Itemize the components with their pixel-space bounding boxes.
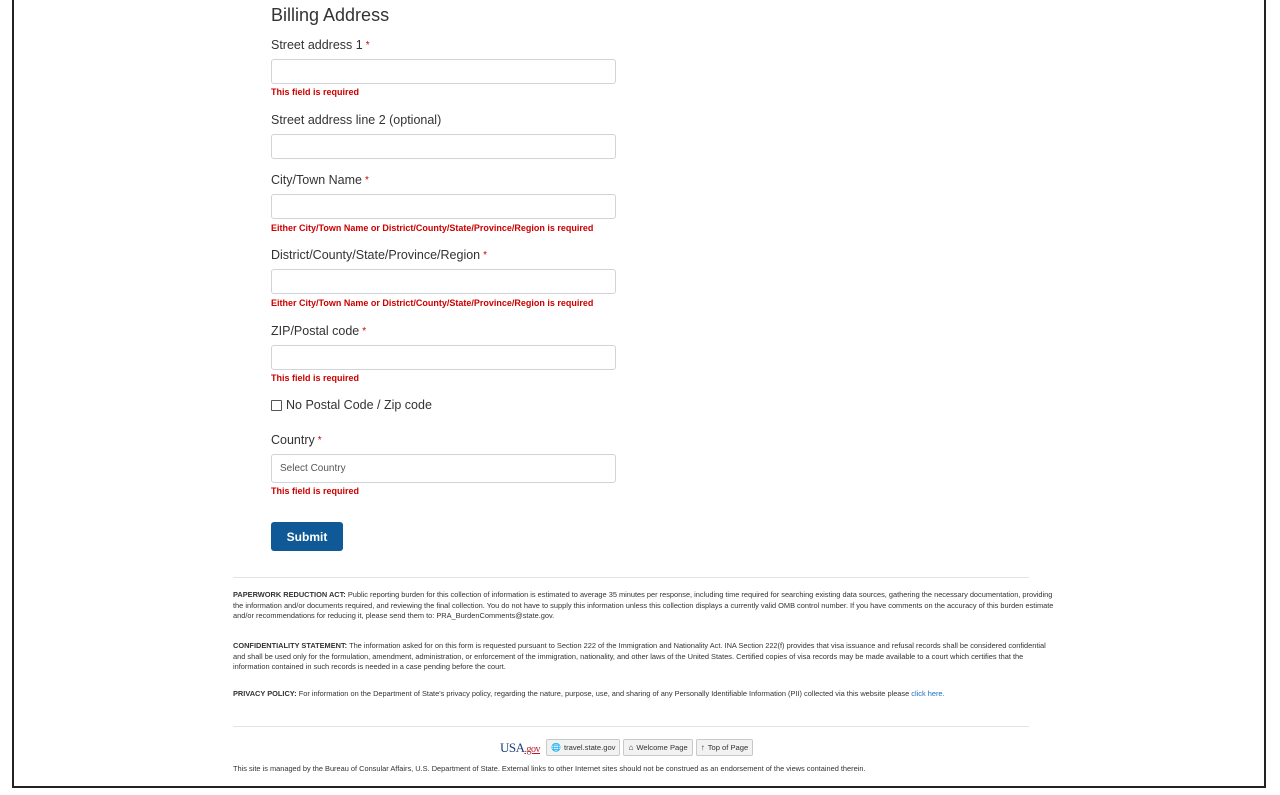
privacy-text: For information on the Department of State's privacy policy, regarding the nature, purpose, use, and sharing of any Personally Identifiable Information (PII) collected via this website please (298, 689, 910, 698)
submit-button[interactable]: Submit (271, 522, 343, 551)
street1-error: This field is required (271, 87, 360, 97)
no-postal-code-label: No Postal Code / Zip code (286, 398, 432, 412)
paperwork-reduction-notice (233, 590, 1058, 622)
city-input[interactable] (271, 194, 616, 219)
city-error: Either City/Town Name or District/County/State/Province/Region is required (271, 223, 594, 233)
usa-gov-logo[interactable]: USA.gov (500, 739, 541, 755)
divider (233, 726, 1029, 727)
welcome-page-button[interactable]: ⌂ Welcome Page (623, 739, 692, 756)
site-managed-statement: This site is managed by the Bureau of Consular Affairs, U.S. Department of State. External links to other Internet sites should not be construed as an endorsement of the views contained therein. (233, 764, 866, 773)
required-marker: * (365, 40, 370, 51)
zip-error: This field is required (271, 373, 360, 383)
required-marker: * (317, 435, 322, 446)
top-of-page-button[interactable]: ↑ Top of Page (696, 739, 754, 756)
divider (233, 577, 1029, 578)
confidentiality-heading: CONFIDENTIALITY STATEMENT: (233, 641, 348, 650)
zip-input[interactable] (271, 345, 616, 370)
district-error: Either City/Town Name or District/County/State/Province/Region is required (271, 298, 594, 308)
district-input[interactable] (271, 269, 616, 294)
home-icon: ⌂ (628, 743, 634, 752)
required-marker: * (365, 175, 369, 186)
no-postal-code-checkbox[interactable] (271, 400, 282, 411)
country-error: This field is required (271, 486, 360, 496)
privacy-policy-notice (233, 689, 1058, 700)
travel-state-gov-button[interactable]: 🌐 travel.state.gov (546, 739, 620, 756)
country-selected-value: Select Country (280, 463, 346, 474)
paperwork-heading: PAPERWORK REDUCTION ACT: (233, 590, 346, 599)
section-title: Billing Address (271, 5, 390, 25)
street2-label: Street address line 2 (optional) (271, 113, 442, 127)
required-marker: * (483, 250, 488, 261)
confidentiality-notice (233, 641, 1058, 673)
arrow-up-icon: ↑ (700, 743, 705, 752)
street1-input[interactable] (271, 59, 616, 84)
street2-input[interactable] (271, 134, 616, 159)
zip-label: ZIP/Postal code * (271, 324, 367, 338)
no-postal-code-option[interactable] (271, 398, 432, 412)
city-label: City/Town Name * (271, 173, 369, 187)
country-label: Country * (271, 433, 322, 447)
paperwork-text: Public reporting burden for this collection of information is estimated to average 35 minutes per response, including time required for searching existing data sources, gathering the necessary documentation, providing the information and/or documents required, and reviewing the final collection. You do not have to supply this information unless this collection displays a currently valid OMB control number. If you have comments on the accuracy of this burden estimate and/or recommendations for reducing it, please send them to: PRA_BurdenComments@state.gov. (233, 590, 1054, 621)
country-select[interactable] (271, 454, 616, 483)
required-marker: * (362, 326, 367, 337)
street1-label: Street address 1 * (271, 38, 370, 52)
confidentiality-text: The information asked for on this form is requested pursuant to Section 222 of the Immigration and Nationality Act. INA Section 222(f) provides that visa issuance and refusal records shall be considered confidential and shall be used only for the formulation, amendment, administration, or enforcement of the immigration, nationality, and other laws of the United States. Certified copies of visa records may be made available to a court which certifies that the information contained in such records is needed in a case pending before the court. (233, 641, 1046, 672)
privacy-heading: PRIVACY POLICY: (233, 689, 297, 698)
footer-links (500, 739, 756, 756)
globe-icon: 🌐 (551, 743, 561, 752)
privacy-policy-link[interactable]: click here. (911, 689, 945, 698)
district-label: District/County/State/Province/Region * (271, 248, 488, 262)
